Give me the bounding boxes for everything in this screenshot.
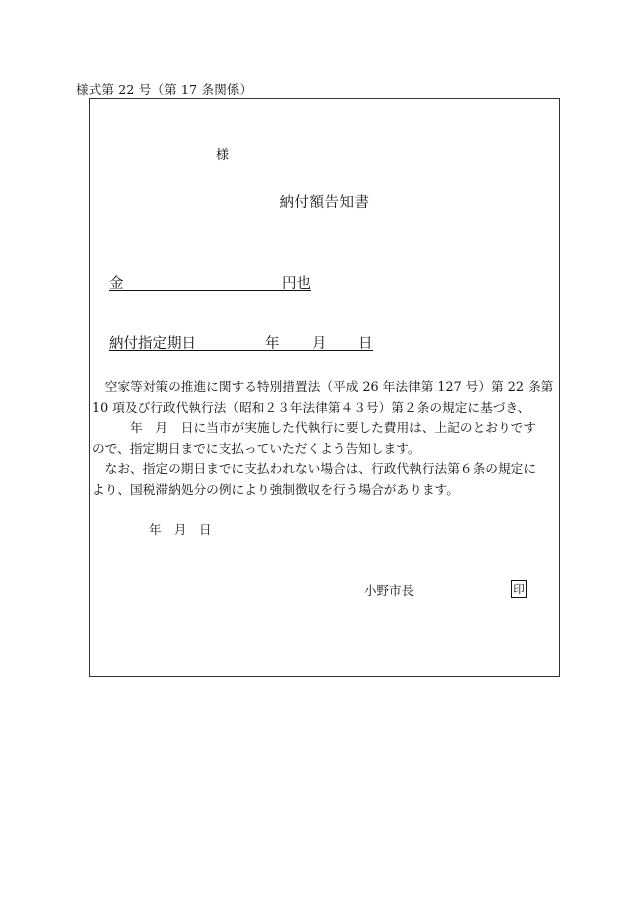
form-number-label: 様式第 22 号（第 17 条関係）: [76, 82, 253, 97]
amount-prefix: 金: [109, 276, 124, 292]
body-line: 空家等対策の推進に関する特別措置法（平成 26 年法律第 127 号）第 22 条第: [92, 379, 554, 394]
notice-frame: [89, 98, 560, 677]
deadline-label: 納付指定期日: [109, 336, 196, 352]
body-line: 年 月 日に当市が実施した代執行に要した費用は、上記のとおりです: [92, 420, 537, 436]
notice-body: [92, 377, 558, 501]
body-line: 10 項及び行政代執行法（昭和２３年法律第４３号）第２条の規定に基づき、: [92, 399, 531, 415]
deadline-year: 年: [265, 336, 280, 352]
deadline-line: [109, 332, 373, 351]
seal-mark: 印: [511, 580, 527, 598]
amount-suffix: 円也: [282, 276, 311, 292]
addressee-suffix: 様: [216, 148, 230, 163]
amount-line: [109, 272, 311, 291]
deadline-month: 月: [312, 336, 327, 352]
deadline-day: 日: [358, 336, 373, 352]
body-line: ので、指定期日までに支払っていただくよう告知します。: [92, 440, 421, 456]
document-title: 納付額告知書: [279, 195, 370, 211]
body-line: なお、指定の期日までに支払われない場合は、行政代執行法第６条の規定に: [92, 461, 537, 477]
issue-date: 年 月 日: [149, 522, 212, 537]
issuer-name: 小野市長: [364, 583, 415, 598]
body-line: より、国税滞納処分の例により強制徴収を行う場合があります。: [92, 481, 459, 497]
